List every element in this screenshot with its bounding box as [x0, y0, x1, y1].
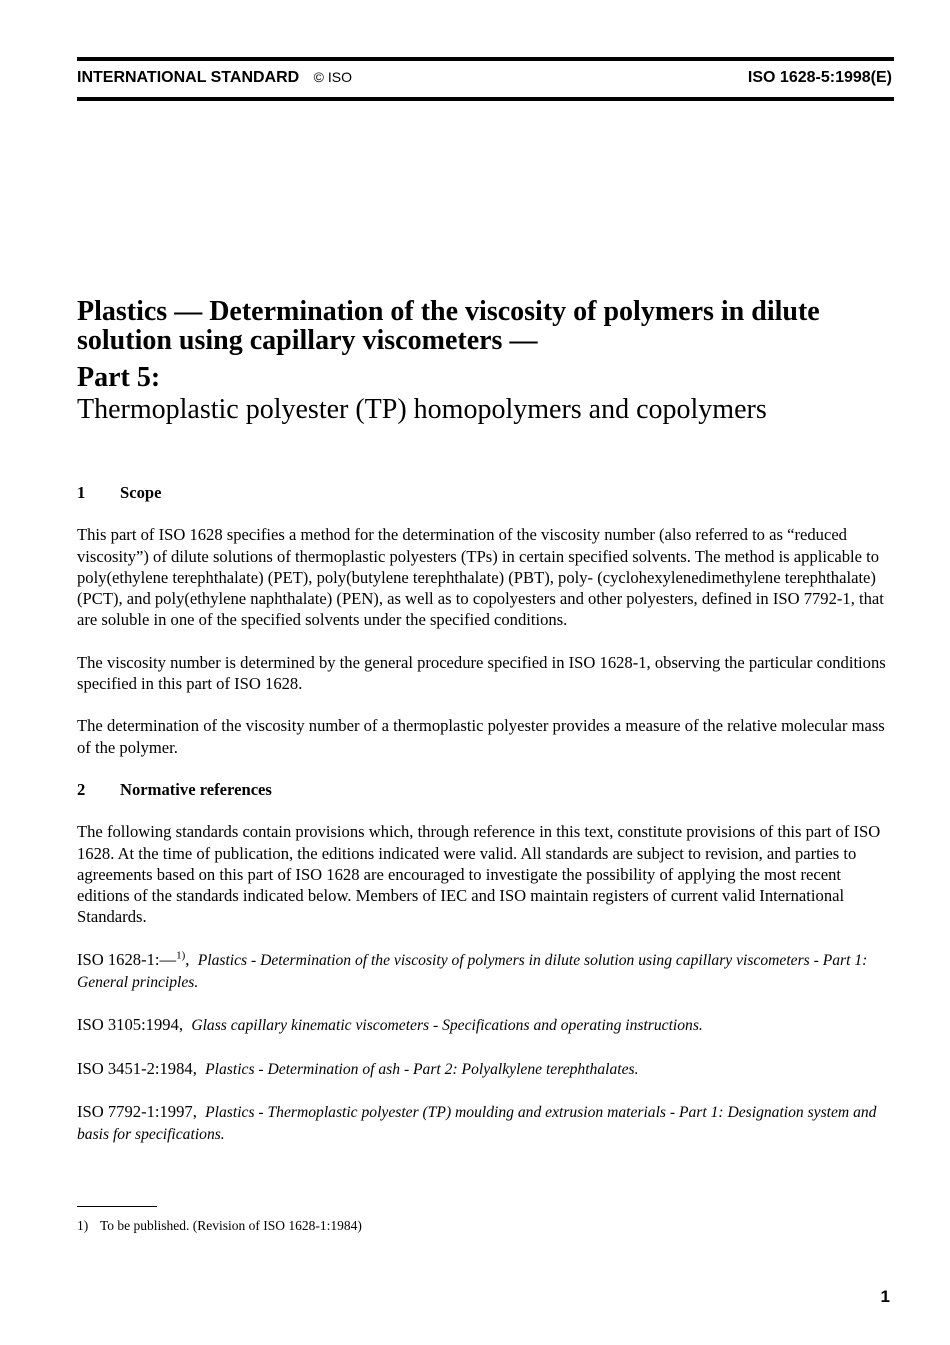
- scope-paragraph: This part of ISO 1628 specifies a method for the determination of the viscosity number (also referred to as “reduced viscosity”) of dilute solutions of thermoplastic polyesters (TPs) in certain specified solvents. The method is applicable to poly(ethylene terephthalate) (PET), poly(butylene terephthalate) (PBT), poly- (cyclohexylenedimethylene terephthalate) (PCT), and poly(ethylene naphthalate) (PEN), as well as to copolyesters and other polyesters, defined in ISO 7792-1, that are soluble in one of the specified solvents under the specified conditions.: [77, 525, 884, 630]
- reference-entry: [77, 1014, 897, 1036]
- reference-entry: [77, 1101, 897, 1146]
- document-id: ISO 1628-5:1998(E): [747, 69, 892, 86]
- section-number: 2: [77, 779, 86, 799]
- reference-code: ISO 7792-1:1997,: [77, 1101, 197, 1121]
- reference-code: ISO 3105:1994,: [77, 1015, 184, 1035]
- page-number: 1: [880, 1287, 890, 1306]
- scope-paragraph: The determination of the viscosity number of a thermoplastic polyester provides a measure of the relative molecular mass of the polymer.: [77, 716, 885, 757]
- reference-code: ISO 1628-1:—: [77, 949, 177, 969]
- title-block: [77, 297, 897, 426]
- part-label: Part 5:: [77, 362, 161, 393]
- footnote: [77, 1218, 362, 1234]
- section-title: Normative references: [120, 779, 272, 799]
- normative-paragraph: The following standards contain provisions which, through reference in this text, constitute provisions of this part of ISO 1628. At the time of publication, the editions indicated were valid. All standards are subject to revision, and parties to agreements based on this part of ISO 1628 are encouraged to investigate the possibility of applying the most recent editions of the standards indicated below. Members of IEC and ISO maintain registers of current valid International Standards.: [77, 822, 881, 927]
- footnote-mark: 1): [77, 1218, 89, 1233]
- footnote-rule: [77, 1206, 157, 1207]
- header-top-rule: [77, 57, 894, 61]
- reference-title: Glass capillary kinematic viscometers - Specifications and operating instructions.: [191, 1017, 703, 1035]
- document-body: [77, 482, 897, 1167]
- header-bottom-rule: [77, 97, 894, 101]
- reference-title: Plastics - Determination of the viscosity of polymers in dilute solution using capillary viscometers - Part 1: General principles.: [77, 951, 868, 992]
- reference-title: Plastics - Determination of ash - Part 2: Polyalkylene terephthalates.: [205, 1060, 639, 1078]
- section-title: Scope: [120, 483, 162, 502]
- section-heading-normative-references: [77, 779, 897, 800]
- scope-paragraph: The viscosity number is determined by the general procedure specified in ISO 1628-1, observing the particular conditions specified in this part of ISO 1628.: [77, 652, 886, 694]
- copyright-notice: © ISO: [313, 69, 352, 85]
- document-title: Plastics — Determination of the viscosity of polymers in dilute solution using capillary viscometers —: [77, 296, 820, 356]
- section-heading-scope: [77, 482, 897, 503]
- footnote-marker: 1): [176, 949, 186, 962]
- footnote-text: To be published. (Revision of ISO 1628-1:1984): [100, 1218, 362, 1233]
- reference-title: Plastics - Thermoplastic polyester (TP) moulding and extrusion materials - Part 1: Designation system and basis for specifications.: [77, 1103, 877, 1144]
- reference-code: ISO 3451-2:1984,: [77, 1058, 197, 1078]
- reference-entry: [77, 1058, 897, 1080]
- standard-label: INTERNATIONAL STANDARD: [77, 69, 300, 86]
- header-left: [77, 69, 352, 87]
- section-number: 1: [77, 483, 86, 502]
- reference-entry: ISO 1628-1:—$^{1)}$, Plastics - Determination of the viscosity of polymers in dilute solution using capillary viscometers - Part 1: General principles.: [77, 949, 868, 992]
- part-subtitle: Thermoplastic polyester (TP) homopolymers and copolymers: [77, 394, 767, 425]
